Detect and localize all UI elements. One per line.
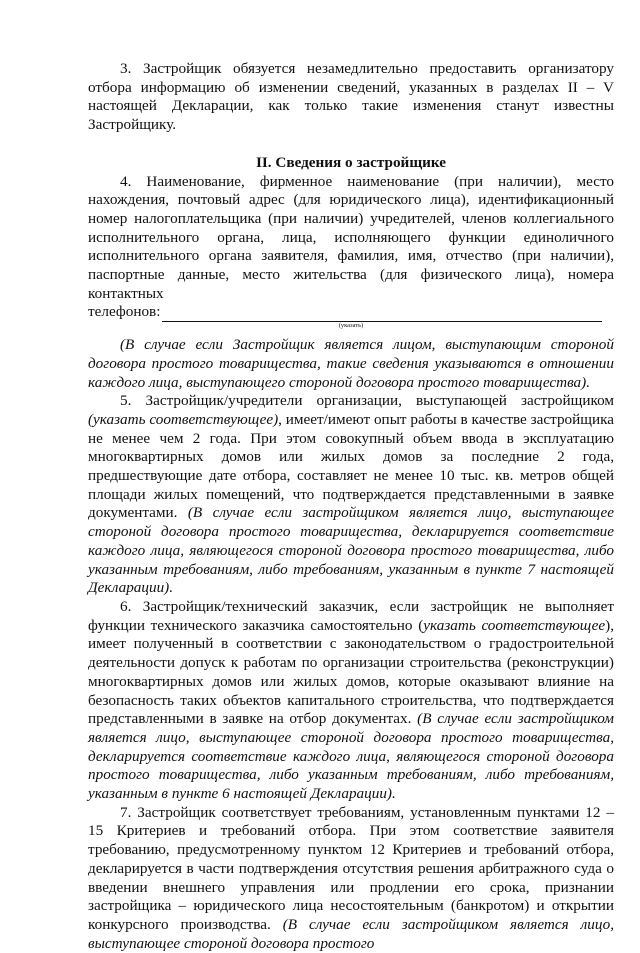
section-2-heading: II. Сведения о застройщике — [255, 153, 446, 171]
phones-label: телефонов: — [88, 303, 161, 321]
paragraph-6-text-a: 6. Застройщик/технический заказчик, если застройщик не выполняет функции технического заказчика самостоятельно ( — [88, 597, 614, 634]
phones-fill-line — [162, 307, 602, 322]
phones-line — [88, 303, 614, 322]
phones-hint: (указать) — [338, 322, 364, 330]
paragraph-5-instruction: (указать соответствующее) — [88, 410, 279, 428]
paragraph-5-note: (В случае если застройщиком является лицо, выступающее стороной договора простого товарищества, декларируется соответствие каждого лица, являющегося стороной договора простого товарищества, либо указанным требованиям, либо требованиям, указанным в пункте 7 настоящей Декларации). — [88, 504, 614, 597]
paragraph-6 — [88, 598, 614, 804]
paragraph-5-text-a: 5. Застройщик/учредители организации, выступающей застройщиком — [120, 392, 614, 410]
paragraph-6-note: (В случае если застройщиком является лицо, выступающее стороной договора простого товарищества, декларируется соответствие каждого лица, являющегося стороной договора простого товарищества, либо указанным требованиям, либо требованиям, указанным в пункте 6 настоящей Декларации). — [88, 710, 614, 803]
paragraph-4: 4. Наименование, фирменное наименование (при наличии), место нахождения, почтовый адрес (для юридического лица), идентификационный номер налогоплательщика (при наличии) учредителей, членов коллегиального исполнительного органа, лица, исполняющего функции единоличного исполнительного органа заявителя, фамилия, имя, отчество (при наличии), паспортные данные, место жительства (для физического лица), номера контактных — [88, 172, 614, 302]
paragraph-5 — [88, 392, 614, 598]
paragraph-6-text-c: ), имеет полученный в соответствии с законодательством о градостроительной деятельности допуск к работам по организации строительства (реконструкции) многоквартирных домов или жилых домов, которые оказывают влияние на безопасность таких объектов капитального строительства, что подтверждается представленными в заявке на отбор документах. — [88, 616, 614, 728]
paragraph-7 — [88, 804, 614, 953]
paragraph-7-note: (В случае если застройщиком является лицо, выступающее стороной договора простого — [88, 915, 614, 952]
paragraph-4-note: (В случае если Застройщик является лицом, выступающим стороной договора простого товарищества, такие сведения указываются в отношении каждого лица, выступающего стороной договора простого товарищества). — [88, 336, 614, 391]
paragraph-5-text-c: , имеет/имеют опыт работы в качестве застройщика не менее чем 2 года. При этом совокупный объем ввода в эксплуатацию многоквартирных домов или жилых домов за последние 2 года, предшествующие дате отбора, составляет не менее 10 тыс. кв. метров общей площади жилых помещений, что подтверждается представленными в заявке документами. — [88, 410, 614, 522]
paragraph-7-text: 7. Застройщик соответствует требованиям, установленным пунктами 12 – 15 Критериев и требований отбора. При этом соответствие заявителя требованию, предусмотренному пунктом 12 Критериев и требований отбора, декларируется в части подтверждения отсутствия решения арбитражного суда о введении внешнего управления или продлении его срока, признании застройщика – юридического лица несостоятельным (банкротом) и открытии конкурсного производства. — [88, 803, 614, 933]
paragraph-6-instruction: указать соответствующее — [423, 616, 606, 634]
paragraph-3: 3. Застройщик обязуется незамедлительно предоставить организатору отбора информацию об изменении сведений, указанных в разделах II – V настоящей Декларации, как только такие изменения станут известны Застройщику. — [88, 60, 614, 134]
document-page — [88, 60, 614, 953]
